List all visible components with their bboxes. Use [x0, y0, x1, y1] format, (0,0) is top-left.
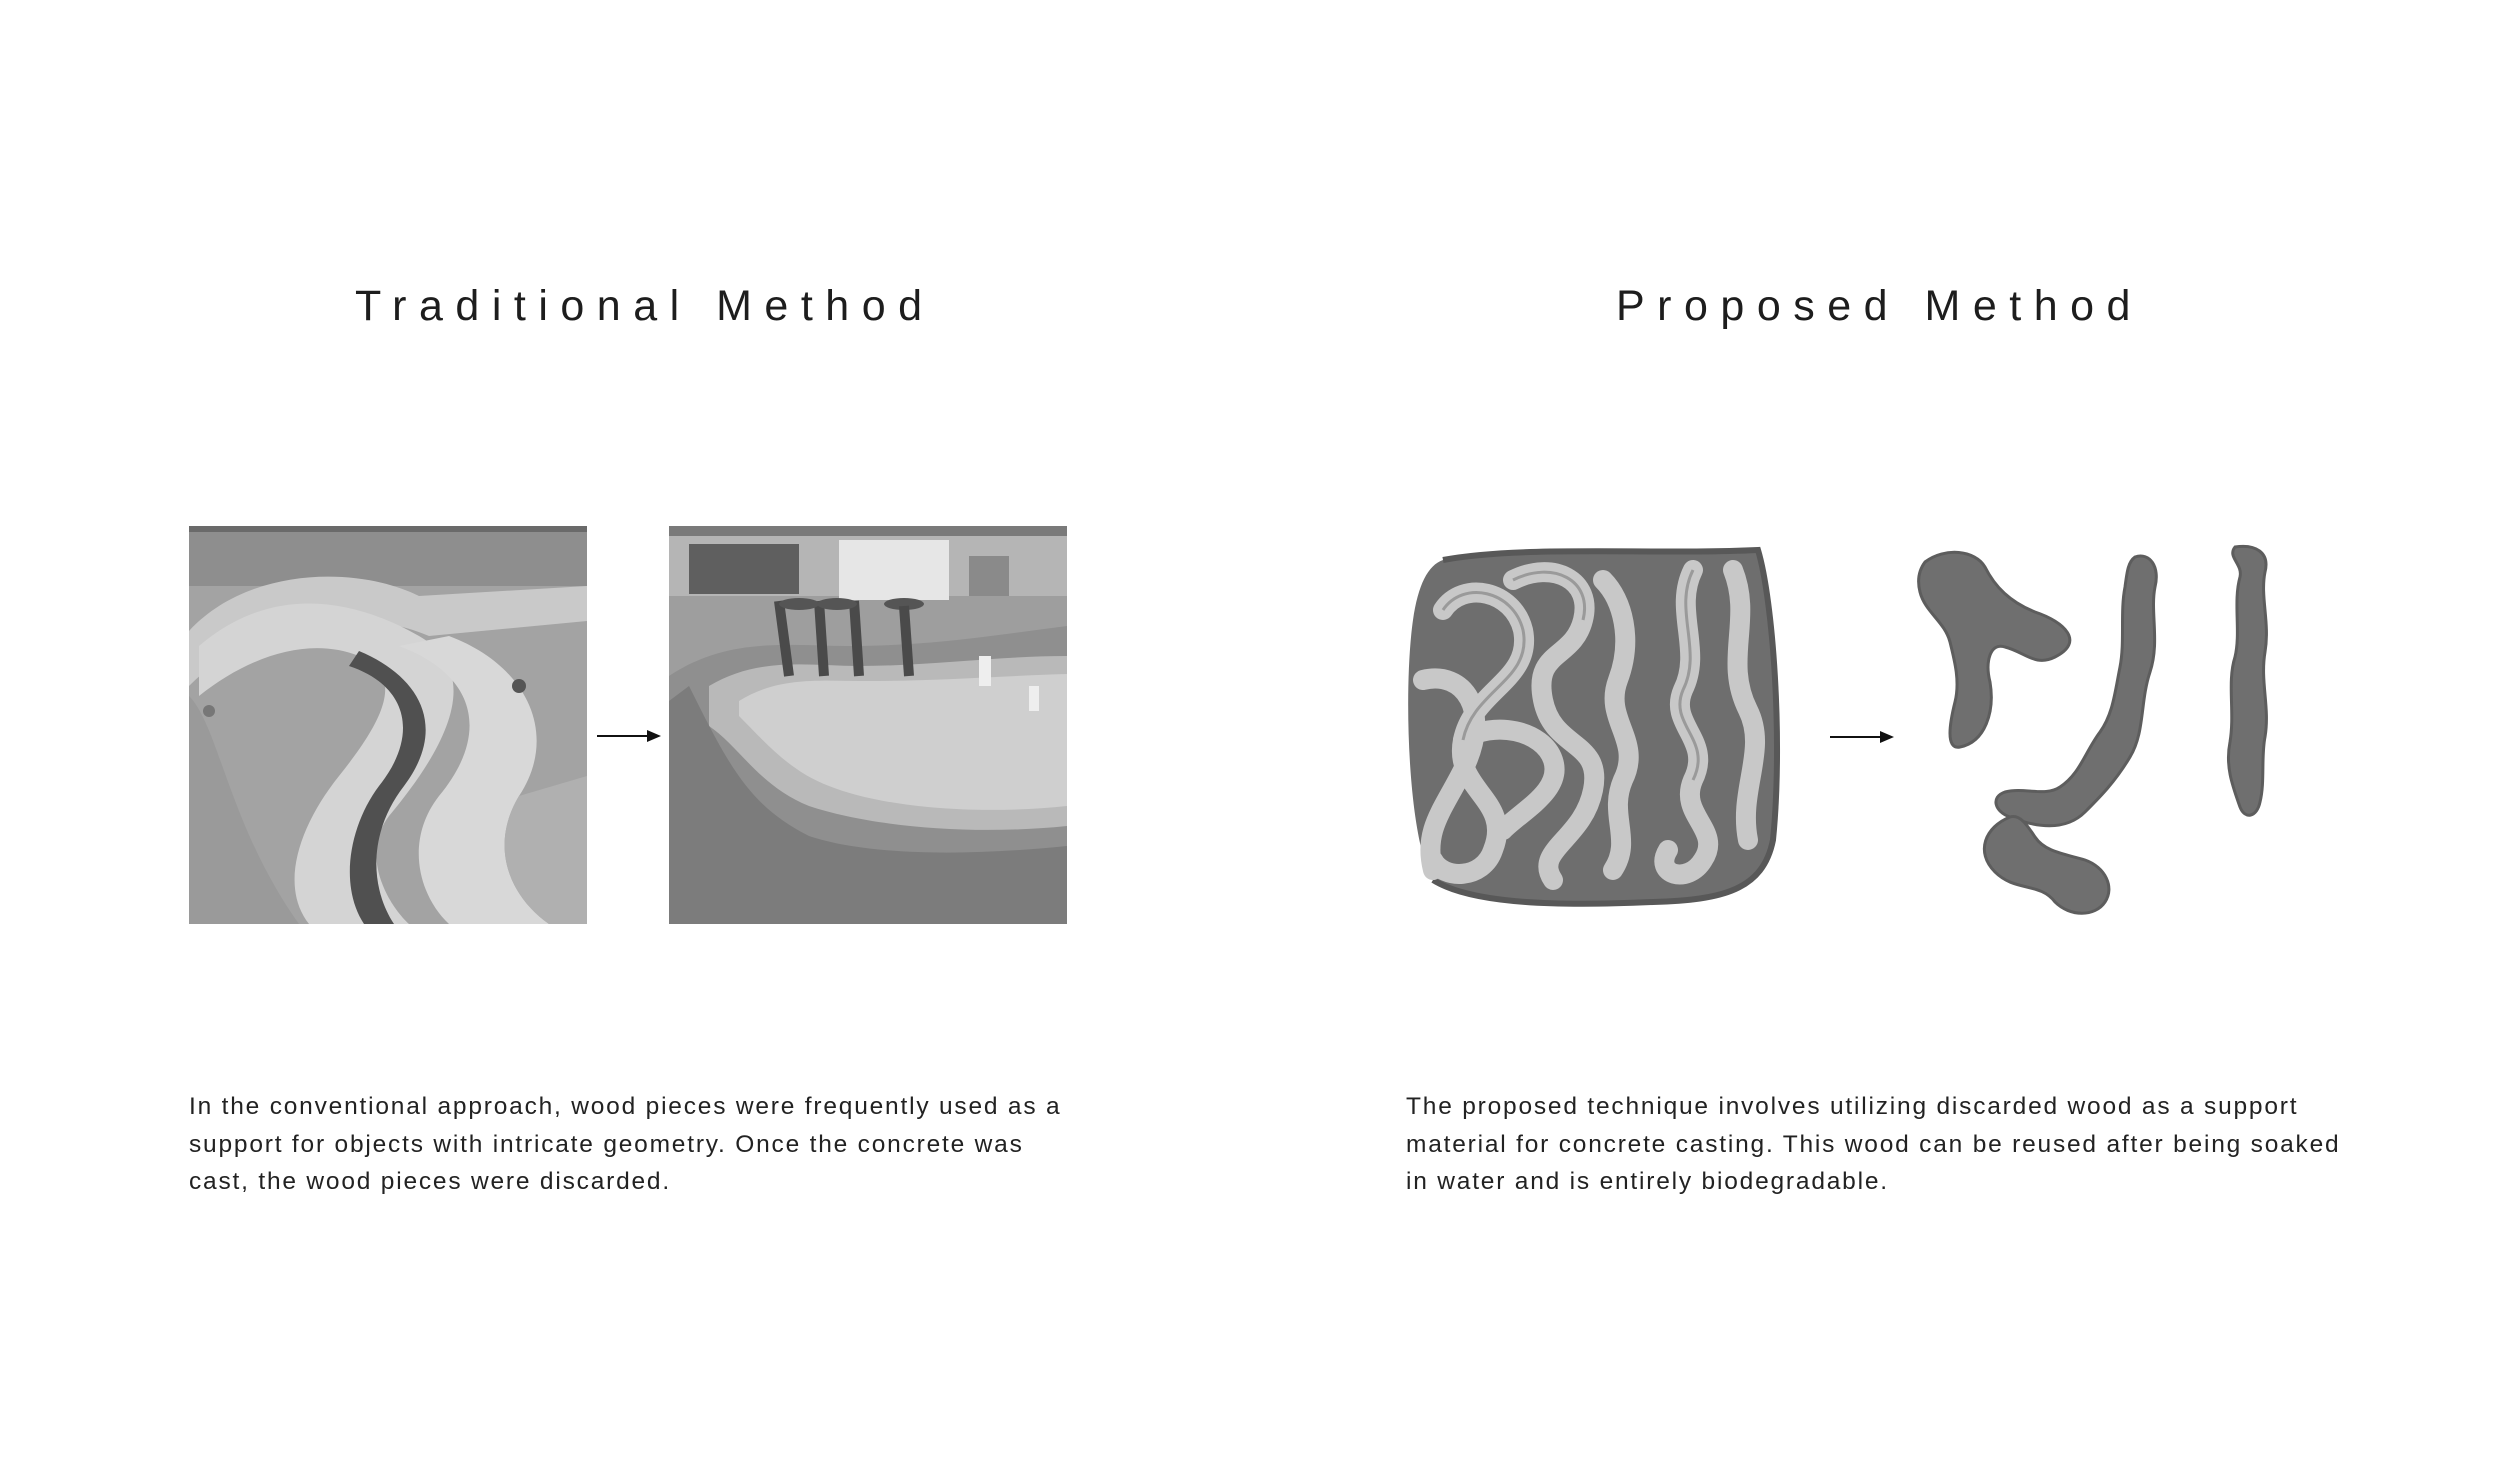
concrete-cast-pieces-render: [1915, 542, 2308, 922]
traditional-method-title: Traditional Method: [355, 282, 935, 330]
traditional-method-description: In the conventional approach, wood pieces were frequently used as a support for objects with intricate geometry. Once the concrete was cast, the wood pieces were discarded.: [189, 1093, 1062, 1195]
wood-support-block-render: [1403, 540, 1793, 910]
proposed-method-description: The proposed technique involves utilizing discarded wood as a support material for concrete casting. This wood can be reused after being soaked in water and is entirely biodegradable.: [1406, 1093, 2341, 1195]
concrete-fountain-photo: [669, 526, 1067, 924]
wooden-formwork-photo: [189, 526, 587, 924]
proposed-method-title: Proposed Method: [1616, 282, 2143, 330]
arrow-right-icon: [1830, 727, 1894, 747]
arrow-right-icon: [597, 726, 661, 746]
